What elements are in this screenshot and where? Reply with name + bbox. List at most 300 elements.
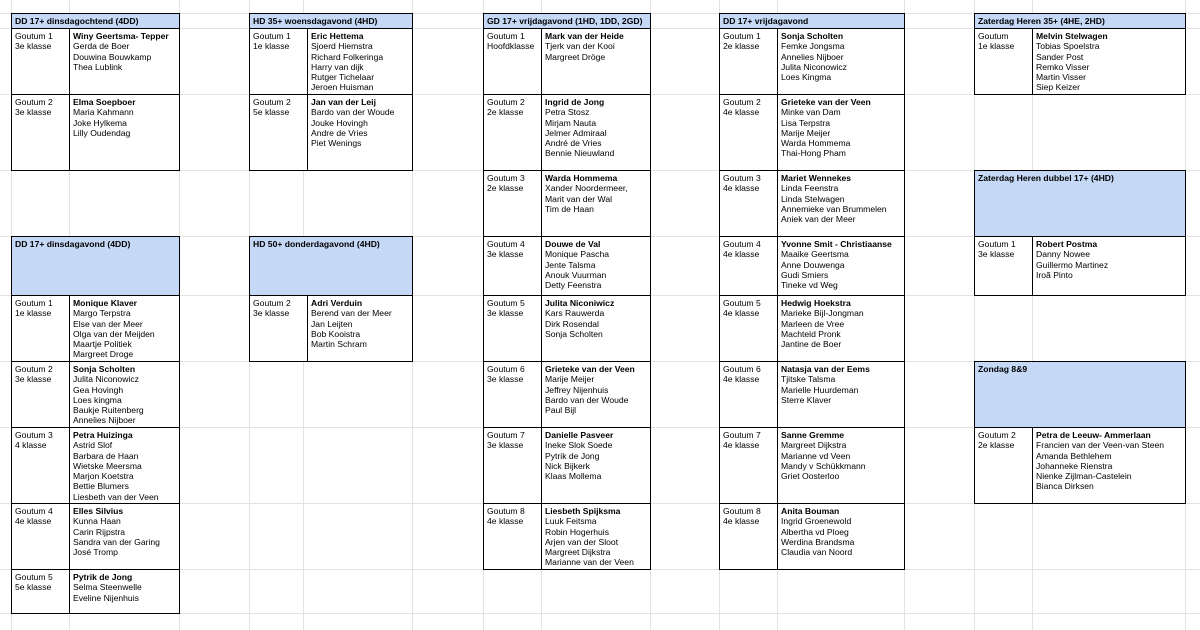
team-member: Julita Niconowicz (781, 61, 847, 72)
team-captain: Yvonne Smit - Christiaansе (781, 239, 892, 249)
team-name: Goutum 8 (723, 506, 761, 516)
team-members-cell (1033, 428, 1185, 503)
team-member: Berend van der Meer (311, 308, 392, 319)
team-member: Marit van der Wal (545, 193, 613, 204)
team-captain: Robert Postma (1036, 239, 1098, 249)
team-label-cell (720, 29, 778, 94)
team-member: Richard Folkeringa (311, 51, 384, 62)
team-captain: Petra Huizinga (73, 430, 133, 440)
team-class: 3e klasse (487, 440, 524, 451)
team-label-cell (484, 362, 542, 427)
team-member: José Tromp (73, 547, 118, 558)
team-member: Margo Terpstra (73, 308, 131, 319)
team-member: Danny Nowee (1036, 249, 1090, 260)
team-members-cell (542, 95, 650, 170)
team-member: Arjen van der Sloot (545, 536, 619, 547)
team-member: Wietske Meersma (73, 460, 142, 471)
team-members-cell (1033, 29, 1185, 94)
team-class: 3e klasse (15, 107, 52, 118)
team-label-cell (720, 171, 778, 236)
team-name: Goutum 8 (487, 506, 525, 516)
team-class: 3e klasse (487, 374, 524, 385)
team-name: Goutum 1 (487, 31, 525, 41)
team-member: Margreet Dijkstra (545, 547, 611, 558)
team-member: Astrid Slof (73, 440, 113, 451)
team-class: 4e klasse (723, 183, 760, 194)
team-block (11, 295, 180, 362)
team-label-cell (12, 570, 70, 613)
team-name: Goutum 3 (487, 173, 525, 183)
team-captain: Elles Silvius (73, 506, 124, 516)
section-header: HD 50+ donderdagavond (4HD) (249, 236, 413, 296)
team-name: Goutum (978, 31, 1009, 41)
team-class: 2e klasse (487, 183, 524, 194)
team-members-cell (542, 296, 650, 361)
team-member: Bennie Nieuwland (545, 148, 615, 159)
team-member: Bardo van der Woude (311, 107, 395, 118)
team-member: Annemieke van Brummelen (781, 203, 887, 214)
team-member: Douwina Bouwkamp (73, 51, 152, 62)
team-member: Detty Feenstra (545, 280, 602, 291)
section-header: Zondag 8&9 (974, 361, 1186, 428)
team-member: Loes Kingma (781, 72, 832, 83)
team-member: Tim de Haan (545, 203, 594, 214)
team-captain: Sonja Scholten (781, 31, 844, 41)
team-members-cell (778, 428, 904, 503)
team-name: Goutum 1 (723, 31, 761, 41)
team-member: Else van der Meer (73, 318, 143, 329)
section-header: Zaterdag Heren 35+ (4HE, 2HD) (974, 13, 1186, 29)
team-captain: Sanne Gremme (781, 430, 845, 440)
team-member: Albertha vd Ploeg (781, 526, 849, 537)
team-block (483, 170, 651, 237)
team-name: Goutum 3 (15, 430, 53, 440)
team-member: Remko Visser (1036, 61, 1090, 72)
team-name: Goutum 4 (15, 506, 53, 516)
team-block (11, 427, 180, 504)
team-member: Loes kingma (73, 394, 122, 405)
team-members-cell (778, 504, 904, 569)
team-member: Nick Bijkerk (545, 460, 590, 471)
team-block (719, 170, 905, 237)
team-member: Luuk Feitsma (545, 516, 597, 527)
team-members-cell (308, 29, 412, 94)
section-header: DD 17+ vrijdagavond (719, 13, 905, 29)
team-class: 2e klasse (723, 41, 760, 52)
team-name: Goutum 6 (487, 364, 525, 374)
team-member: Dirk Rosendal (545, 318, 599, 329)
grid-line (0, 613, 1200, 614)
team-member: Klaas Mollema (545, 471, 602, 482)
team-member: Aniek van der Meer (781, 214, 856, 225)
team-label-cell (12, 362, 70, 427)
team-class: 3e klasse (253, 308, 290, 319)
team-class: 4e klasse (15, 516, 52, 527)
team-member: Julita Niconowicz (73, 374, 139, 385)
team-member: Eveline Nijenhuis (73, 592, 139, 603)
team-member: Petra Stosz (545, 107, 590, 118)
team-captain: Sonja Scholten (73, 364, 136, 374)
team-member: Griet Oosterloo (781, 471, 840, 482)
team-member: Amanda Bethlehem (1036, 450, 1112, 461)
team-member: Jente Talsma (545, 259, 596, 270)
team-block (11, 569, 180, 614)
team-member: Xander Noordermeer, (545, 183, 628, 194)
team-members-cell (778, 29, 904, 94)
team-name: Goutum 1 (978, 239, 1016, 249)
team-name: Goutum 7 (723, 430, 761, 440)
team-members-cell (778, 362, 904, 427)
team-member: Sonja Scholten (545, 328, 603, 339)
team-name: Goutum 1 (15, 298, 53, 308)
team-captain: Monique Klaver (73, 298, 137, 308)
team-class: 3e klasse (15, 41, 52, 52)
team-member: Femke Jongsma (781, 41, 845, 52)
team-member: Nienke Zijlman-Castelein (1036, 471, 1132, 482)
team-member: Gerda de Boer (73, 41, 130, 52)
team-label-cell (720, 296, 778, 361)
team-member: Paul Bijl (545, 405, 577, 416)
team-label-cell (484, 29, 542, 94)
team-name: Goutum 5 (15, 572, 53, 582)
team-members-cell (1033, 237, 1185, 295)
team-member: Annelies Nijboer (73, 415, 136, 426)
section-header: GD 17+ vrijdagavond (1HD, 1DD, 2GD) (483, 13, 651, 29)
team-members-cell (778, 296, 904, 361)
team-name: Goutum 6 (723, 364, 761, 374)
team-member: Martin Schram (311, 339, 367, 350)
team-class: 4e klasse (723, 249, 760, 260)
team-captain: Winy Geertsma- Tepper (73, 31, 169, 41)
team-label-cell (12, 296, 70, 361)
team-member: Bob Kooistra (311, 328, 361, 339)
team-member: Marianne vd Veen (781, 450, 851, 461)
team-label-cell (484, 237, 542, 295)
team-class: 4e klasse (723, 440, 760, 451)
team-member: Maria Kahmann (73, 107, 134, 118)
team-captain: Liesbeth Spijksma (545, 506, 621, 516)
team-block (11, 503, 180, 570)
team-member: Linda Stelwagen (781, 193, 845, 204)
team-member: Jelmer Admiraal (545, 127, 607, 138)
team-block (719, 28, 905, 95)
team-member: Lilly Oudendag (73, 127, 131, 138)
team-block (719, 236, 905, 296)
team-member: Gea Hovingh (73, 384, 124, 395)
team-class: 5e klasse (253, 107, 290, 118)
team-member: Carin Rijpstra (73, 526, 126, 537)
team-class: 3e klasse (487, 249, 524, 260)
team-member: Bardo van der Woude (545, 394, 629, 405)
team-captain: Ingrid de Jong (545, 97, 605, 107)
team-name: Goutum 2 (253, 97, 291, 107)
team-block (719, 427, 905, 504)
team-member: Jeroen Huisman (311, 82, 374, 93)
team-member: Marielle Huurdeman (781, 384, 859, 395)
team-captain: Julita Niconiwicz (545, 298, 615, 308)
team-member: Linda Feenstra (781, 183, 839, 194)
team-label-cell (12, 504, 70, 569)
team-member: Marieke Bijl-Jongman (781, 308, 864, 319)
team-name: Goutum 4 (487, 239, 525, 249)
team-captain: Mark van der Heide (545, 31, 624, 41)
team-captain: Melvin Stelwagen (1036, 31, 1108, 41)
team-member: Siep Keizer (1036, 82, 1080, 93)
team-member: Jan Leijten (311, 318, 353, 329)
team-label-cell (975, 237, 1033, 295)
team-member: Margreet Dröge (545, 51, 606, 62)
team-class: 4 klasse (15, 440, 47, 451)
team-member: Jouke Hovingh (311, 117, 368, 128)
team-member: Annelies Nijboer (781, 51, 844, 62)
team-class: 4e klasse (723, 308, 760, 319)
team-class: 3e klasse (978, 249, 1015, 260)
team-member: Werdina Brandsma (781, 536, 855, 547)
team-members-cell (778, 95, 904, 170)
team-block (11, 361, 180, 428)
team-members-cell (542, 362, 650, 427)
team-class: 5e klasse (15, 582, 52, 593)
team-label-cell (720, 428, 778, 503)
team-block (483, 28, 651, 95)
team-captain: Hedwig Hoekstra (781, 298, 851, 308)
team-members-cell (542, 237, 650, 295)
team-member: Baukje Ruitenberg (73, 405, 144, 416)
team-member: Bianca Dirksen (1036, 481, 1094, 492)
team-name: Goutum 5 (487, 298, 525, 308)
team-captain: Natasja van der Eems (781, 364, 870, 374)
team-block (719, 94, 905, 171)
team-member: Anouk Vuurman (545, 269, 607, 280)
team-block (719, 361, 905, 428)
team-member: Selma Steenwelle (73, 582, 142, 593)
team-member: Tineke vd Weg (781, 280, 838, 291)
team-label-cell (250, 95, 308, 170)
team-member: Jeffrey Nijenhuis (545, 384, 609, 395)
team-member: Tobias Spoelstra (1036, 41, 1100, 52)
team-captain: Eric Hettema (311, 31, 364, 41)
team-class: 4e klasse (723, 374, 760, 385)
team-member: Mandy v Schükkmann (781, 460, 866, 471)
team-member: Bettie Blumers (73, 481, 129, 492)
team-class: 4e klasse (487, 516, 524, 527)
team-class: 4e klasse (723, 107, 760, 118)
team-member: Barbara de Haan (73, 450, 139, 461)
team-label-cell (12, 29, 70, 94)
team-captain: Mariet Wennekes (781, 173, 852, 183)
team-label-cell (250, 29, 308, 94)
team-member: Machteld Pronk (781, 328, 841, 339)
team-block (249, 28, 413, 95)
team-class: 3e klasse (487, 308, 524, 319)
team-label-cell (975, 428, 1033, 503)
team-members-cell (778, 237, 904, 295)
team-member: Margreet Droge (73, 349, 134, 360)
team-block (719, 295, 905, 362)
team-class: Hoofdklasse (487, 41, 535, 52)
team-member: Harry van dijk (311, 61, 364, 72)
team-member: Margreet Dijkstra (781, 440, 847, 451)
team-captain: Grieteke van der Veen (545, 364, 635, 374)
team-block (974, 236, 1186, 296)
team-name: Goutum 2 (487, 97, 525, 107)
team-captain: Anita Bouman (781, 506, 840, 516)
team-block (11, 28, 180, 95)
team-class: 1e klasse (15, 308, 52, 319)
team-member: André de Vries (545, 138, 602, 149)
team-member: Rutger Tichelaar (311, 72, 375, 83)
team-label-cell (484, 296, 542, 361)
team-member: Marianne van der Veen (545, 557, 634, 568)
team-class: 2e klasse (978, 440, 1015, 451)
team-member: Martin Visser (1036, 72, 1086, 83)
team-captain: Jan van der Leij (311, 97, 376, 107)
team-member: Marije Meijer (781, 127, 831, 138)
team-label-cell (720, 237, 778, 295)
team-block (483, 236, 651, 296)
team-captain: Grieteke van der Veen (781, 97, 871, 107)
team-members-cell (542, 29, 650, 94)
team-member: Ineke Slok Soede (545, 440, 613, 451)
team-member: Thai-Hong Pham (781, 148, 846, 159)
team-label-cell (250, 296, 308, 361)
team-member: Gudi Smiers (781, 269, 829, 280)
team-members-cell (542, 171, 650, 236)
team-member: Sjoerd Hiemstra (311, 41, 373, 52)
team-member: Olga van der Meijden (73, 328, 155, 339)
team-member: Thea Lublink (73, 61, 123, 72)
section-header: DD 17+ dinsdagochtend (4DD) (11, 13, 180, 29)
team-member: Ingrid Groenewold (781, 516, 852, 527)
team-member: Maartje Politiek (73, 339, 132, 350)
team-name: Goutum 2 (253, 298, 291, 308)
team-member: Claudia van Noord (781, 547, 853, 558)
team-captain: Petra de Leeuw- Ammerlaan (1036, 430, 1151, 440)
team-member: Marije Meijer (545, 374, 595, 385)
team-captain: Warda Hommema (545, 173, 618, 183)
team-members-cell (542, 504, 650, 569)
team-name: Goutum 4 (723, 239, 761, 249)
team-member: Pytrik de Jong (545, 450, 600, 461)
team-member: Minke van Dam (781, 107, 841, 118)
team-block (483, 361, 651, 428)
team-label-cell (12, 95, 70, 170)
section-header: HD 35+ woensdagavond (4HD) (249, 13, 413, 29)
team-member: Andre de Vries (311, 127, 368, 138)
team-block (974, 28, 1186, 95)
team-label-cell (484, 428, 542, 503)
team-member: Warda Hommema (781, 138, 851, 149)
team-members-cell (70, 428, 179, 503)
team-members-cell (70, 504, 179, 569)
section-header: DD 17+ dinsdagavond (4DD) (11, 236, 180, 296)
team-member: Mirjam Nauta (545, 117, 597, 128)
team-label-cell (12, 428, 70, 503)
team-member: Johanneke Rienstra (1036, 460, 1113, 471)
team-captain: Pytrik de Jong (73, 572, 133, 582)
team-member: Maaike Geertsma (781, 249, 849, 260)
team-members-cell (70, 570, 179, 613)
team-label-cell (720, 504, 778, 569)
team-member: Robin Hogerhuis (545, 526, 610, 537)
team-class: 1e klasse (253, 41, 290, 52)
team-member: Tjerk van der Kooi (545, 41, 615, 52)
team-member: Francien van der Veen-van Steen (1036, 440, 1165, 451)
team-name: Goutum 2 (15, 97, 53, 107)
team-member: Monique Pascha (545, 249, 610, 260)
team-block (11, 94, 180, 171)
team-members-cell (308, 95, 412, 170)
team-member: Sterre Klaver (781, 394, 832, 405)
team-label-cell (484, 504, 542, 569)
team-members-cell (542, 428, 650, 503)
team-block (483, 427, 651, 504)
team-member: Jantine de Boer (781, 339, 842, 350)
team-name: Goutum 3 (723, 173, 761, 183)
team-captain: Elma Soepboer (73, 97, 136, 107)
team-class: 4e klasse (723, 516, 760, 527)
team-captain: Douwe de Val (545, 239, 601, 249)
team-name: Goutum 7 (487, 430, 525, 440)
team-members-cell (70, 29, 179, 94)
team-member: Iroã Pinto (1036, 269, 1073, 280)
team-member: Tjitske Talsma (781, 374, 836, 385)
team-member: Kunna Haan (73, 516, 121, 527)
team-members-cell (308, 296, 412, 361)
team-members-cell (70, 296, 179, 361)
team-class: 2e klasse (487, 107, 524, 118)
team-member: Sander Post (1036, 51, 1084, 62)
team-block (483, 503, 651, 570)
team-name: Goutum 2 (723, 97, 761, 107)
team-member: Marjon Koetstra (73, 471, 134, 482)
team-member: Anne Douwenga (781, 259, 845, 270)
team-member: Lisa Terpstra (781, 117, 831, 128)
team-block (719, 503, 905, 570)
team-name: Goutum 2 (978, 430, 1016, 440)
team-block (483, 295, 651, 362)
team-class: 1e klasse (978, 41, 1015, 52)
team-name: Goutum 2 (15, 364, 53, 374)
team-member: Kars Rauwerda (545, 308, 605, 319)
team-members-cell (778, 171, 904, 236)
team-class: 3e klasse (15, 374, 52, 385)
team-name: Goutum 1 (253, 31, 291, 41)
team-member: Guillermo Martinez (1036, 259, 1109, 270)
team-member: Liesbeth van der Veen (73, 491, 159, 502)
team-captain: Danielle Pasveer (545, 430, 614, 440)
team-block (974, 427, 1186, 504)
team-block (249, 295, 413, 362)
team-block (249, 94, 413, 171)
team-label-cell (975, 29, 1033, 94)
team-label-cell (484, 171, 542, 236)
team-label-cell (484, 95, 542, 170)
team-member: Piet Wenings (311, 138, 362, 149)
team-members-cell (70, 362, 179, 427)
team-block (483, 94, 651, 171)
section-header: Zaterdag Heren dubbel 17+ (4HD) (974, 170, 1186, 237)
team-members-cell (70, 95, 179, 170)
team-captain: Adri Verduin (311, 298, 363, 308)
team-member: Sandra van der Garing (73, 536, 160, 547)
team-name: Goutum 5 (723, 298, 761, 308)
team-label-cell (720, 95, 778, 170)
team-label-cell (720, 362, 778, 427)
team-member: Marleen de Vree (781, 318, 845, 329)
team-name: Goutum 1 (15, 31, 53, 41)
team-member: Joke Hylkema (73, 117, 127, 128)
